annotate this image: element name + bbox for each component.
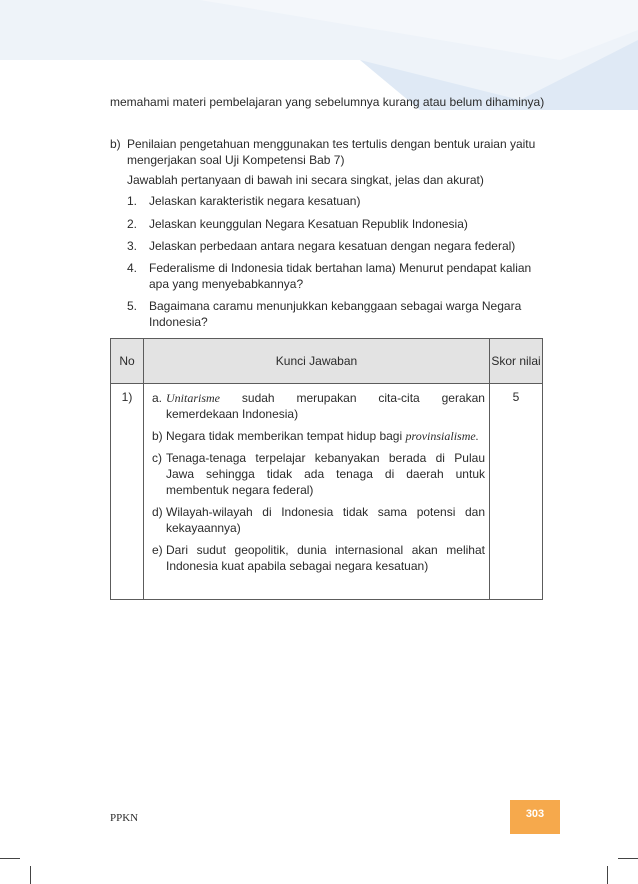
section-b-label: b): [110, 137, 121, 151]
table-header-row: [111, 339, 543, 384]
question-text: Jelaskan perbedaan antara negara kesatuan dengan negara federal): [149, 239, 516, 253]
answer-a-term: Unitarisme: [166, 391, 220, 405]
question-number: 4.: [127, 261, 138, 275]
answer-b-text: Negara tidak memberikan tempat hidup bagi: [166, 429, 403, 443]
answer-c-text: Tenaga-tenaga terpelajar kebanyakan berada di Pulau Jawa sehingga tidak ada tenaga di daerah untuk membentuk negara federal): [166, 451, 485, 497]
answer-d-text: Wilayah-wilayah di Indonesia tidak sama potensi dan kekayaannya): [166, 505, 485, 535]
header-skor: Skor nilai: [490, 339, 543, 384]
question-number: 1.: [127, 194, 138, 208]
answer-a-label: a.: [152, 391, 163, 405]
section-b-line1: Penilaian pengetahuan menggunakan tes tertulis dengan bentuk uraian yaitu: [127, 137, 536, 151]
table-row: [111, 384, 543, 600]
answer-d-label: d): [152, 505, 163, 519]
row-answers: [144, 384, 490, 600]
question-item: [127, 298, 547, 330]
question-item: [127, 238, 547, 254]
section-b-instruction: Jawablah pertanyaan di bawah ini secara singkat, jelas dan akurat): [127, 173, 484, 187]
row-skor: 5: [490, 384, 543, 600]
row-no: 1): [111, 384, 144, 600]
answer-a: [148, 390, 485, 422]
header-kunci: Kunci Jawaban: [144, 339, 490, 384]
question-text: Jelaskan karakteristik negara kesatuan): [149, 194, 361, 208]
question-item: [127, 260, 547, 292]
answer-d: [148, 504, 485, 536]
question-text: Jelaskan keunggulan Negara Kesatuan Republik Indonesia): [149, 217, 468, 231]
crop-mark: [607, 866, 608, 884]
header-no: No: [111, 339, 144, 384]
crop-mark: [0, 858, 20, 859]
answer-a-text: sudah merupakan cita-cita gerakan kemerdekaan Indonesia): [166, 391, 485, 421]
question-number: 3.: [127, 239, 138, 253]
section-b-line2: mengerjakan soal Uji Kompetensi Bab 7): [127, 153, 345, 167]
crop-mark: [30, 866, 31, 884]
answer-e: [148, 542, 485, 574]
intro-text: memahami materi pembelajaran yang sebelumnya kurang atau belum dihaminya): [110, 95, 545, 109]
crop-mark: [618, 858, 638, 859]
question-item: [127, 216, 547, 232]
answer-b-label: b): [152, 429, 163, 443]
question-text: Bagaimana caramu menunjukkan kebanggaan sebagai warga Negara Indonesia?: [149, 299, 522, 329]
answer-c: [148, 450, 485, 498]
answer-key-table: [110, 338, 543, 600]
answer-b: [148, 428, 485, 444]
answer-c-label: c): [152, 451, 162, 465]
answer-b-term: provinsialisme.: [405, 429, 479, 443]
question-text: Federalisme di Indonesia tidak bertahan lama) Menurut pendapat kalian apa yang menyebabkannya?: [149, 261, 532, 291]
question-number: 2.: [127, 217, 138, 231]
page-number: 303: [510, 800, 560, 834]
answer-e-text: Dari sudut geopolitik, dunia internasional akan melihat Indonesia kuat apabila sebagai negara kesatuan): [166, 543, 485, 573]
answer-e-label: e): [152, 543, 163, 557]
question-number: 5.: [127, 299, 138, 313]
question-item: [127, 193, 547, 209]
footer-subject: PPKN: [110, 812, 139, 824]
